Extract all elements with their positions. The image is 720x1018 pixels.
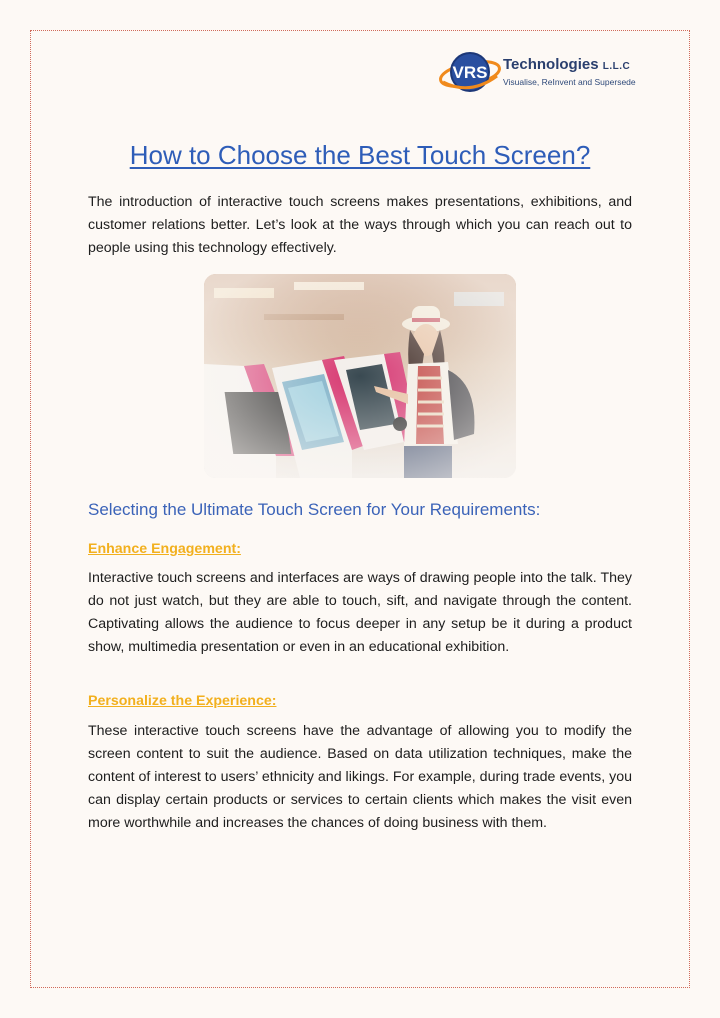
company-logo xyxy=(437,46,637,100)
brand-name-text: Technologies xyxy=(503,56,599,73)
hero-image xyxy=(204,274,516,478)
vrs-logo-icon xyxy=(437,46,503,100)
brand-name xyxy=(503,56,636,76)
section-body-personalize: These interactive touch screens have the advantage of allowing you to modify the screen content to suit the audience. Based on data utilization techniques, make the content of interest to users’ ethnicity and likings. For example, during trade events, you can display certain products or services to certain clients which makes the visit even more worthwhile and increases the chances of doing business with them. xyxy=(88,723,632,831)
brand-suffix: L.L.C xyxy=(602,61,631,72)
brand-tagline: Visualise, ReInvent and Supersede xyxy=(503,77,636,87)
section-heading: Selecting the Ultimate Touch Screen for Your Requirements: xyxy=(88,500,541,519)
section-label-personalize: Personalize the Experience: xyxy=(88,693,277,709)
section-body-engagement: Interactive touch screens and interfaces are ways of drawing people into the talk. They do not just watch, but they are able to touch, sift, and navigate through the content. Captivating allows the audience to focus deeper in any setup be it during a product show, multimedia presentation or even in an educational exhibition. xyxy=(88,570,632,655)
logo-mark-text: VRS xyxy=(452,63,488,82)
page-title: How to Choose the Best Touch Screen? xyxy=(129,140,591,170)
intro-paragraph: The introduction of interactive touch screens makes presentations, exhibitions, and customer relations better. Let’s look at the ways through which you can reach out to people using this technology effectively. xyxy=(88,194,632,256)
section-label-engagement: Enhance Engagement: xyxy=(88,541,241,557)
kiosk-photo-illustration xyxy=(204,274,516,478)
